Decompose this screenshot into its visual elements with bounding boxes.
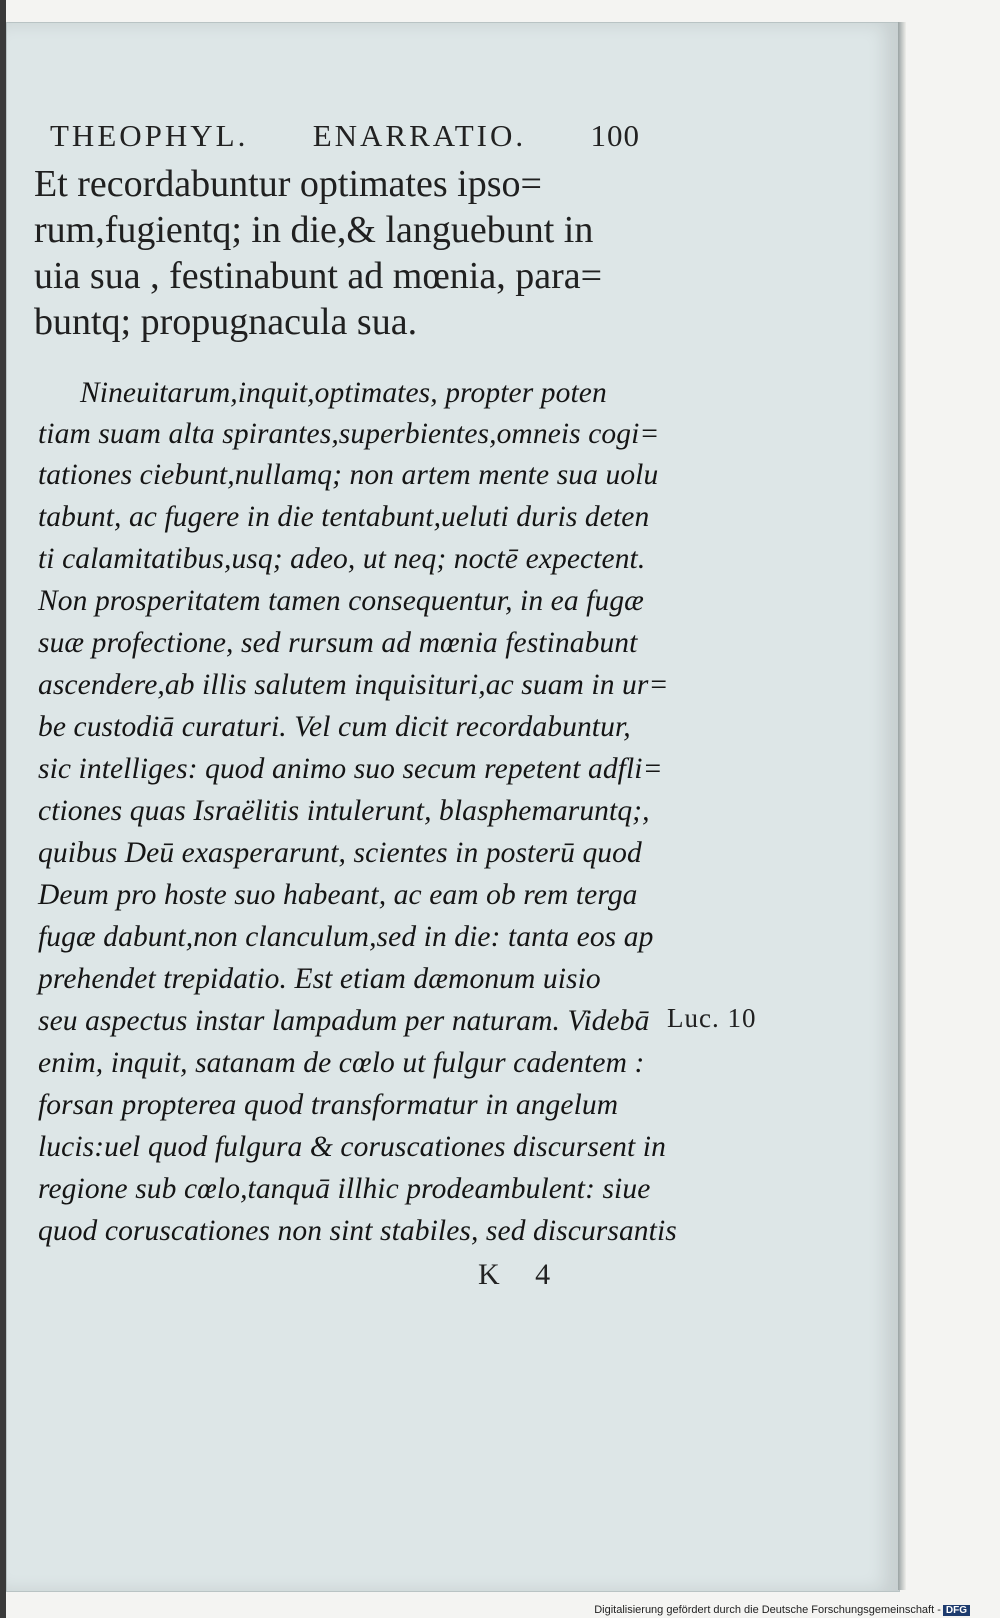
page-edge — [898, 22, 906, 1590]
commentary-line: Non prosperitatem tamen consequentur, in ea fugæ — [38, 585, 644, 617]
commentary-line: sic intelliges: quod animo suo secum repetent adfli= — [38, 753, 663, 785]
commentary-line: Deum pro hoste suo habeant, ac eam ob rem terga — [38, 879, 638, 911]
page-number: 100 — [590, 118, 640, 153]
commentary-line: tiam suam alta spirantes,superbientes,omneis cogi= — [38, 418, 660, 450]
verse-line: uia sua , festinabunt ad mœnia, para= — [34, 255, 603, 297]
commentary-line: be custodiā curaturi. Vel cum dicit recordabuntur, — [38, 711, 631, 743]
commentary-line: lucis:uel quod fulgura & coruscationes discursent in — [38, 1131, 666, 1163]
commentary-line: tationes ciebunt,nullamq; non artem mente sua uolu — [38, 459, 659, 491]
digitization-credit — [594, 1604, 970, 1616]
verse-line: Et recordabuntur optimates ipso= — [34, 163, 542, 205]
verse-line: rum,fugientq; in die,& languebunt in — [34, 209, 594, 251]
commentary-line: ctiones quas Israëlitis intulerunt, blasphemaruntq;, — [38, 795, 650, 827]
running-header — [50, 118, 640, 154]
commentary-line: suæ profectione, sed rursum ad mœnia festinabunt — [38, 627, 638, 659]
commentary-line: tabunt, ac fugere in die tentabunt,ueluti duris deten — [38, 501, 650, 533]
commentary-line: enim, inquit, satanam de cœlo ut fulgur cadentem : — [38, 1047, 645, 1079]
header-title: ENARRATIO. — [312, 118, 527, 153]
commentary-line: quibus Deū exasperarunt, scientes in posterū quod — [38, 837, 642, 869]
verse-line: buntq; propugnacula sua. — [34, 301, 418, 343]
header-author: THEOPHYL. — [50, 118, 249, 153]
credit-text: Digitalisierung gefördert durch die Deutsche Forschungsgemeinschaft - — [594, 1604, 941, 1616]
commentary-line: ti calamitatibus,usq; adeo, ut neq; noctē expectent. — [38, 543, 646, 575]
commentary-line: quod coruscationes non sint stabiles, sed discursantis — [38, 1215, 677, 1247]
margin-reference: Luc. 10 — [667, 1003, 757, 1033]
commentary-line: Nineuitarum,inquit,optimates, propter poten — [80, 377, 607, 409]
commentary-line: fugæ dabunt,non clanculum,sed in die: tanta eos ap — [38, 921, 654, 953]
commentary-line: forsan propterea quod transformatur in angelum — [38, 1089, 619, 1121]
commentary-line: regione sub cœlo,tanquā illhic prodeambulent: siue — [38, 1173, 651, 1205]
dfg-logo: DFG — [943, 1605, 970, 1616]
commentary-line: prehendet trepidatio. Est etiam dæmonum uisio — [38, 963, 601, 995]
commentary-line: ascendere,ab illis salutem inquisituri,ac suam in ur= — [38, 669, 669, 701]
commentary-line: seu aspectus instar lampadum per naturam. Videbā — [38, 1005, 650, 1037]
signature-mark: K 4 — [478, 1258, 565, 1291]
